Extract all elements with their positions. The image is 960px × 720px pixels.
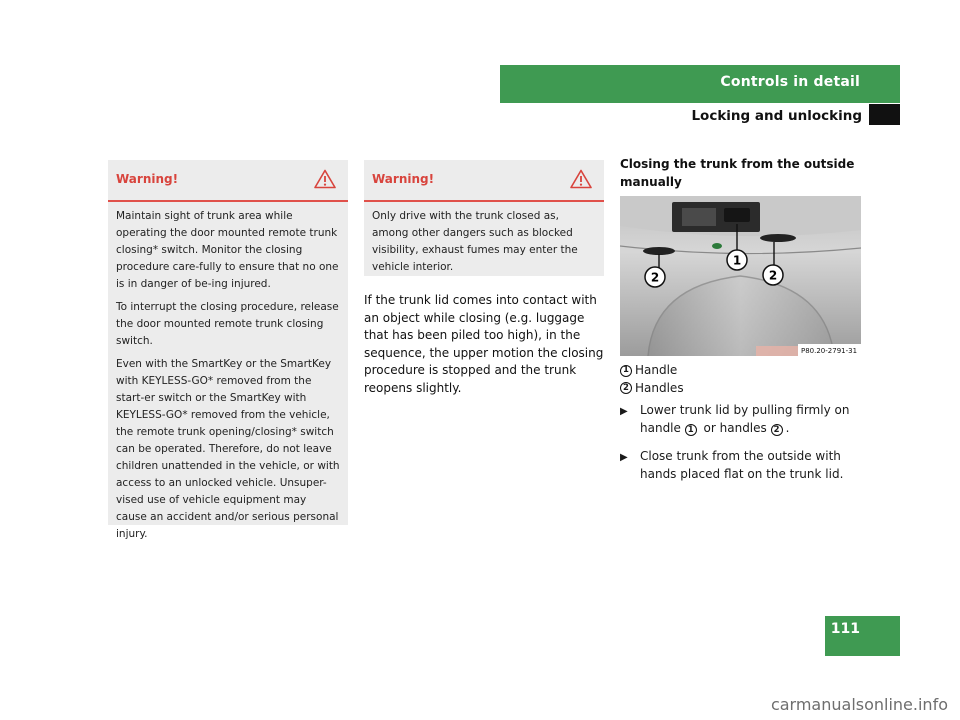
instruction-steps — [620, 402, 852, 494]
photo-callout — [645, 267, 665, 287]
watermark: carmanualsonline.info — [770, 695, 948, 714]
instruction-step — [620, 448, 852, 483]
warning-header — [108, 160, 348, 202]
instruction-step — [620, 402, 852, 437]
legend-item — [620, 362, 684, 380]
warning-title: Warning! — [116, 172, 179, 186]
warning-box-1 — [108, 160, 348, 540]
page-number: 111 — [830, 621, 860, 637]
warning-box-2 — [364, 160, 604, 276]
legend-number: 2 — [620, 382, 632, 394]
step-text: Lower trunk lid by pulling firmly on handle 1 or handles 2 . — [640, 403, 850, 435]
legend-item — [620, 380, 684, 398]
photo-code: P80.20-2791-31 — [801, 347, 858, 355]
warning-triangle-icon — [570, 169, 592, 189]
step-arrow-icon: ▶ — [620, 406, 628, 417]
chapter-marker — [869, 104, 900, 125]
warning-header — [364, 160, 604, 202]
photo-callout — [763, 265, 783, 285]
legend-number: 1 — [620, 365, 632, 377]
inline-number: 1 — [685, 424, 697, 436]
legend-label: Handles — [635, 380, 684, 395]
svg-text:2: 2 — [768, 268, 778, 283]
trunk-photo — [620, 196, 861, 356]
photo-callout — [727, 250, 747, 270]
svg-text:2: 2 — [650, 270, 660, 285]
warning-paragraph: Maintain sight of trunk area while operating the door mounted remote trunk closing* switch. Monitor the closing procedure care-fully to ensure that no one is in danger of be-ing injured. — [116, 210, 339, 290]
body-paragraph: If the trunk lid comes into contact with an object while closing (e.g. luggage that has been piled too high), in the sequence, the upper motion the closing procedure is stopped and the trunk reopens slightly. — [364, 293, 604, 395]
legend-label: Handle — [635, 363, 678, 377]
inline-number: 2 — [771, 424, 783, 436]
svg-text:1: 1 — [732, 253, 742, 268]
chapter-title: Locking and unlocking — [691, 108, 862, 124]
warning-triangle-icon — [314, 169, 336, 189]
page-number-box — [825, 616, 900, 656]
step-arrow-icon: ▶ — [620, 452, 628, 463]
step-text: Close trunk from the outside with hands placed flat on the trunk lid. — [640, 449, 844, 481]
warning-paragraph: Even with the SmartKey or the SmartKey with KEYLESS-GO* removed from the start-er switch or the SmartKey with KEYLESS-GO* removed from the vehicle, the remote trunk opening/closing* switch can be operated. Therefore, do not leave children unattended in the vehicle, or with access to an unlocked vehicle. Unsuper-vised use of vehicle equipment may cause an accident and/or serious personal injury. — [116, 358, 340, 540]
section-heading: Closing the trunk from the outside manually — [620, 157, 855, 189]
photo-legend — [620, 362, 684, 397]
warning-paragraph: Only drive with the trunk closed as, among other dangers such as blocked visibility, exhaust fumes may enter the vehicle interior. — [372, 210, 578, 273]
warning-title: Warning! — [372, 172, 435, 186]
header-band — [500, 65, 900, 103]
warning-paragraph: To interrupt the closing procedure, release the door mounted remote trunk closing switch. — [116, 301, 339, 347]
section-title: Controls in detail — [720, 74, 860, 90]
